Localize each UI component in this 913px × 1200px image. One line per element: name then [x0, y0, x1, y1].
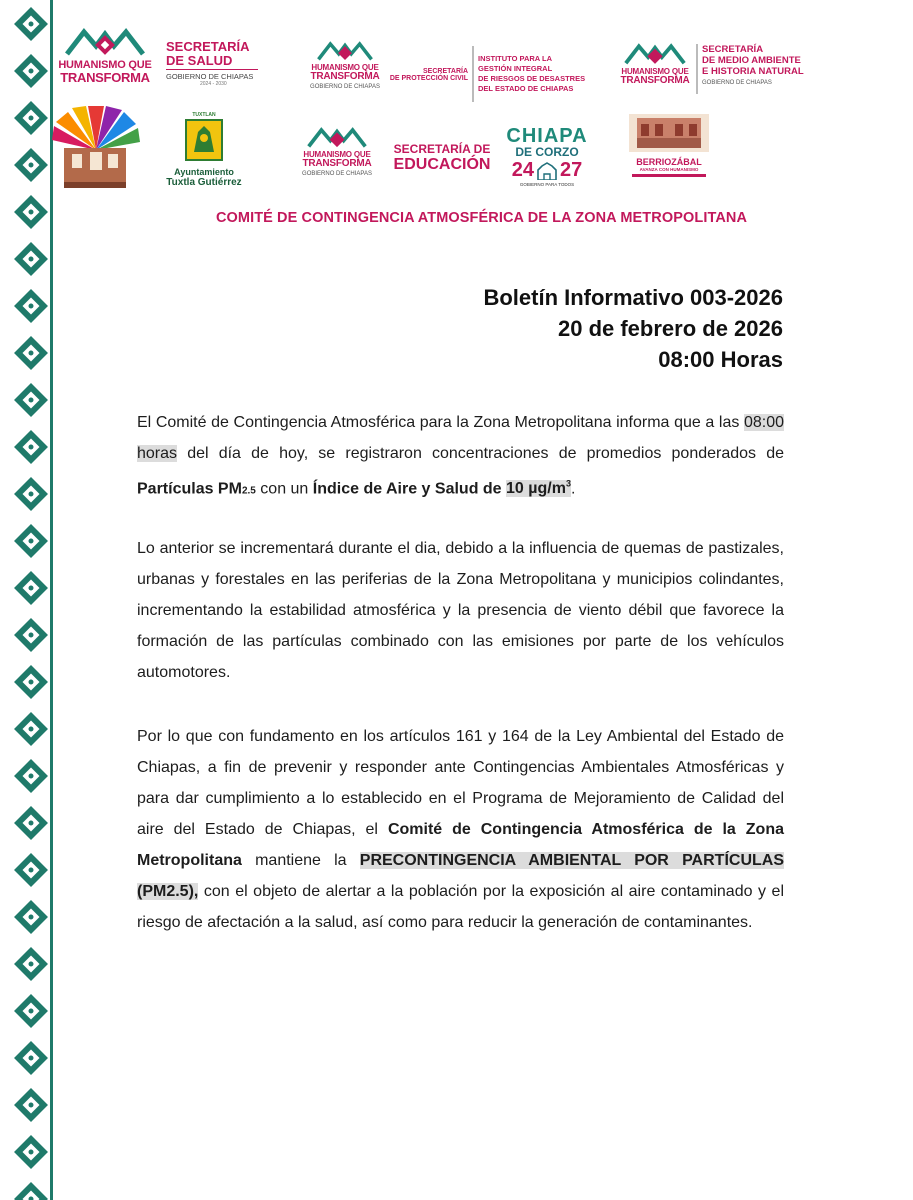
border-diamond-icon: [14, 383, 48, 417]
secretaria-salud-logo: [166, 40, 266, 87]
border-diamond-icon: [14, 148, 48, 182]
committee-title: COMITÉ DE CONTINGENCIA ATMOSFÉRICA DE LA ZONA METROPOLITANA: [215, 210, 748, 226]
secretaria-educacion-label: [388, 142, 496, 173]
humanismo-emblem-icon: [315, 38, 375, 64]
chiapa-line2: DE CORZO: [515, 145, 579, 159]
border-diamond-icon: [14, 1135, 48, 1169]
medio-divider: [696, 44, 698, 94]
p3-text-b: mantiene la: [241, 852, 360, 869]
church-icon: [536, 162, 558, 180]
chiapa-sub: GOBIERNO PARA TODOS: [519, 182, 575, 187]
medio-ambiente-hq-logo: [617, 40, 693, 86]
p1-text-c: con un: [255, 480, 313, 498]
paragraph-2: Lo anterior se incrementará durante el dia, debido a la influencia de quemas de pastizales, urbanas y forestales en las periferias de la Zona Metropolitana y municipios colindantes, incrementando la estabilidad atmosférica y la presencia de viento débil que favorece la formación de las partículas combinado con las emisiones por parte de los vehículos automotores.: [137, 540, 784, 681]
proteccion-sec2: DE PROTECCIÓN CIVIL: [389, 75, 468, 82]
tuxtla-line2: Tuxtla Gutiérrez: [166, 177, 242, 188]
educacion-hq-logo: [298, 124, 376, 177]
bulletin-date: 20 de febrero de 2026: [557, 316, 783, 341]
chiapa-line1: CHIAPA: [506, 125, 588, 147]
border-diamond-icon: [14, 759, 48, 793]
berriozabal-name: BERRIOZÁBAL: [636, 157, 702, 167]
p1-text-a: El Comité de Contingencia Atmosférica para la Zona Metropolitana informa que a las: [137, 414, 744, 431]
educacion-hq1: HUMANISMO QUE: [303, 150, 371, 159]
proteccion-sec1: SECRETARÍA: [423, 68, 468, 75]
border-diamond-icon: [14, 665, 48, 699]
educacion-hq2: TRANSFORMA: [302, 158, 372, 169]
p1-end: .: [570, 480, 576, 498]
salud-gov: GOBIERNO DE CHIAPAS: [166, 72, 254, 82]
bulletin-number: Boletín Informativo 003-2026: [483, 285, 783, 310]
proteccion-hq2: TRANSFORMA: [310, 71, 380, 82]
p1-highlight-time: 08:00 horas: [137, 414, 784, 462]
humanismo-emblem-icon: [305, 124, 369, 151]
tuxtla-shield-icon: [184, 118, 224, 162]
border-diamond-icon: [14, 289, 48, 323]
instituto-line3: DE RIESGOS DE DESASTRES: [478, 74, 586, 83]
border-diamond-icon: [14, 994, 48, 1028]
border-diamond-icon: [14, 430, 48, 464]
instituto-gestion-label: [478, 54, 598, 94]
humanismo-line1: HUMANISMO QUE: [58, 59, 152, 71]
educacion-sec1: SECRETARÍA DE: [393, 142, 491, 156]
border-diamond-icon: [14, 7, 48, 41]
berriozabal-building-icon: [629, 108, 709, 152]
p1-value: 10 µg/m: [506, 480, 566, 498]
bulletin-time: 08:00 Horas: [658, 347, 783, 372]
border-diamond-icon: [14, 1088, 48, 1122]
border-diamond-icon: [14, 477, 48, 511]
proteccion-hq-logo: [308, 38, 382, 90]
p3-text-a: Por lo que con fundamento en los artículos 161 y 164 de la Ley Ambiental del Estado de Chiapas, a fin de prevenir y responder ante Contingencias Ambientales Atmosféricas y para dar cumplimiento a lo establecido en el Programa de Mejoramiento de Calidad del aire del Estado de Chiapas, el: [137, 728, 784, 838]
border-diamond-icon: [14, 853, 48, 887]
border-diamond-icon: [14, 101, 48, 135]
border-diamond-icon: [14, 900, 48, 934]
instituto-line2: GESTIÓN INTEGRAL: [478, 64, 553, 73]
border-diamond-icon: [14, 242, 48, 276]
medio-sec3: E HISTORIA NATURAL: [702, 66, 804, 77]
p1-text-b: del día de hoy, se registraron concentraciones de promedios ponderados de: [177, 445, 784, 462]
p3-text-c: con el objeto de alertar a la población por la exposición al aire contaminado y el riesgo de afectación a la salud, así como para reducir la generación de contaminantes.: [137, 883, 784, 931]
humanismo-logo: [55, 24, 155, 84]
instituto-line4: DEL ESTADO DE CHIAPAS: [478, 84, 574, 93]
bulletin-header: [483, 282, 783, 375]
proteccion-hq1: HUMANISMO QUE: [311, 63, 379, 72]
p1-pm-sub: 2.5: [241, 485, 256, 497]
tuxtla-logo: [158, 112, 250, 188]
medio-gov: GOBIERNO DE CHIAPAS: [702, 80, 772, 86]
berriozabal-logo: [624, 108, 714, 177]
border-diamond-icon: [14, 712, 48, 746]
salud-years: 2024 - 2030: [200, 81, 227, 88]
tuxtla-top: TUXTLAN: [192, 112, 216, 118]
p3-highlight-precontingencia: PRECONTINGENCIA AMBIENTAL POR PARTÍCULAS (PM2.5),: [137, 852, 784, 900]
humanismo-line2: TRANSFORMA: [60, 70, 150, 85]
border-diamond-icon: [14, 1041, 48, 1075]
medio-ambiente-label: [702, 44, 822, 86]
p3-bold-committee: Comité de Contingencia Atmosférica de la Zona Metropolitana: [137, 821, 784, 869]
border-diamond-icon: [14, 806, 48, 840]
salud-line1: SECRETARÍA: [166, 39, 250, 54]
medio-sec2: DE MEDIO AMBIENTE: [702, 55, 801, 66]
paragraph-3: [137, 721, 784, 938]
berriozabal-sub: AVANZA CON HUMANISMO: [639, 167, 699, 172]
chiapa-de-corzo-logo: [500, 126, 594, 187]
border-diamond-icon: [14, 54, 48, 88]
chiapa-years-left: 24: [511, 159, 534, 181]
border-diamond-icon: [14, 1182, 48, 1200]
border-diamond-icon: [14, 947, 48, 981]
p1-bold-pm: Partículas PM: [137, 480, 242, 498]
educacion-sec2: EDUCACIÓN: [393, 156, 491, 173]
proteccion-divider: [472, 46, 474, 102]
instituto-line1: INSTITUTO PARA LA: [478, 54, 553, 63]
educacion-gov: GOBIERNO DE CHIAPAS: [302, 171, 372, 177]
humanismo-emblem-icon: [622, 40, 688, 68]
humanismo-emblem-icon: [62, 24, 148, 60]
medio-hq2: TRANSFORMA: [620, 75, 690, 86]
border-diamond-icon: [14, 524, 48, 558]
proteccion-gov: GOBIERNO DE CHIAPAS: [310, 84, 380, 90]
p1-value-sup: 3: [565, 479, 571, 489]
border-diamond-icon: [14, 618, 48, 652]
p1-bold-index: Índice de Aire y Salud de: [312, 480, 507, 498]
medio-sec1: SECRETARÍA: [702, 44, 764, 55]
border-diamond-icon: [14, 571, 48, 605]
municipal-art-logo: [52, 106, 140, 194]
p1-highlight-value: [506, 480, 571, 497]
chiapa-years-right: 27: [560, 159, 583, 181]
proteccion-civil-label: [380, 68, 468, 82]
medio-hq1: HUMANISMO QUE: [621, 67, 689, 76]
paragraph-1: [137, 407, 784, 506]
salud-line2: DE SALUD: [166, 52, 233, 68]
border-diamond-icon: [14, 336, 48, 370]
tuxtla-line1: Ayuntamiento: [174, 167, 234, 177]
